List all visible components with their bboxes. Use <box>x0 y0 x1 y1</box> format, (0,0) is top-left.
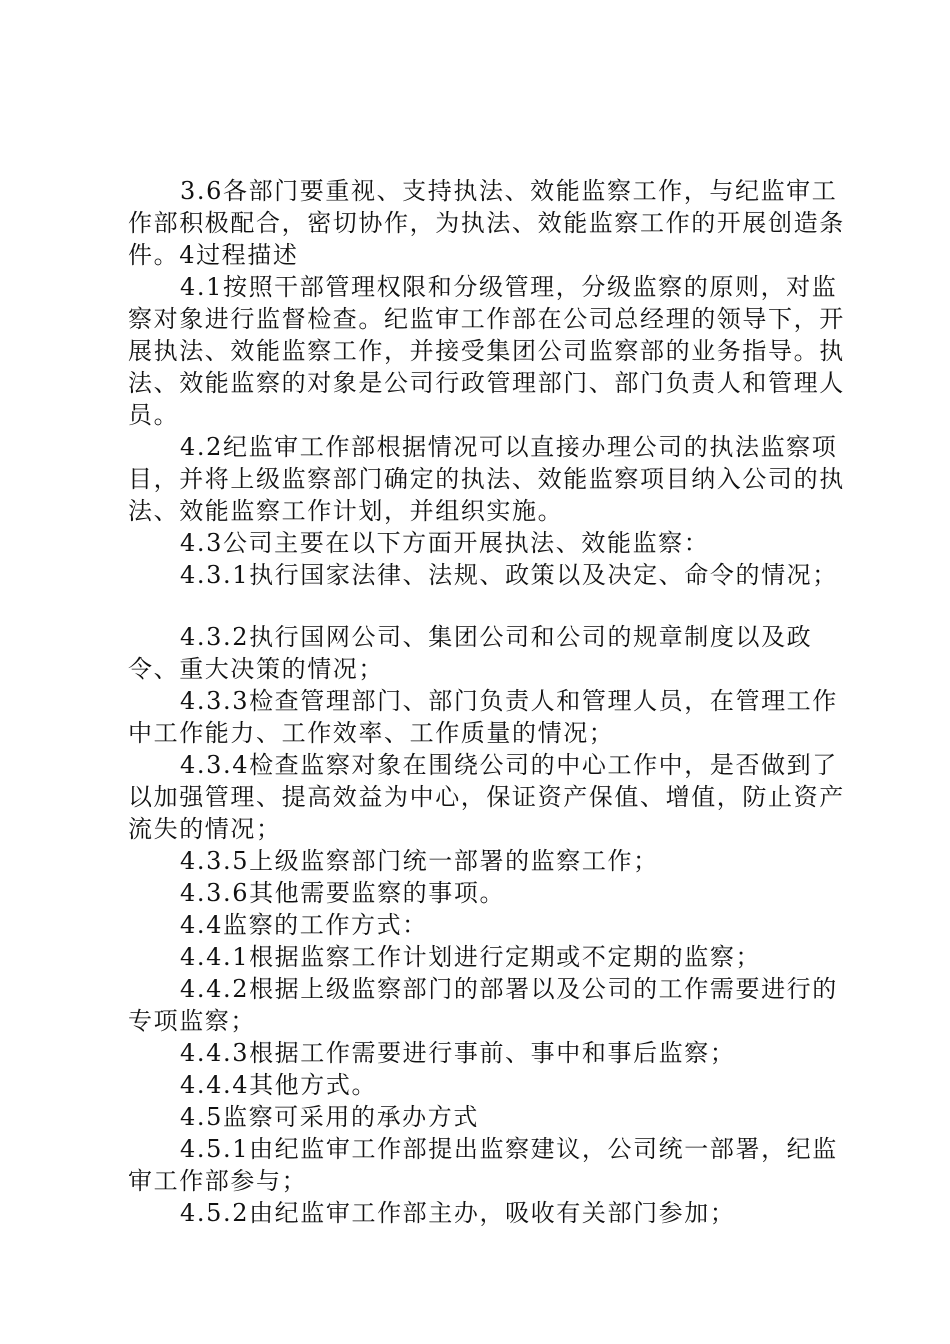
paragraph-4-3-3: 4.3.3检查管理部门、部门负责人和管理人员，在管理工作中工作能力、工作效率、工作质量的情况； <box>128 687 838 747</box>
paragraph-4-3-4: 4.3.4检查监察对象在围绕公司的中心工作中，是否做到了以加强管理、提高效益为中心，保证资产保值、增值，防止资产流失的情况； <box>128 751 845 843</box>
paragraph-4-4: 4.4监察的工作方式： <box>180 911 428 939</box>
paragraph-4-4-3: 4.4.3根据工作需要进行事前、事中和事后监察； <box>180 1039 736 1067</box>
paragraph-4-2: 4.2纪监审工作部根据情况可以直接办理公司的执法监察项目，并将上级监察部门确定的执法、效能监察项目纳入公司的执法、效能监察工作计划，并组织实施。 <box>128 433 845 525</box>
paragraph-4-3-5: 4.3.5上级监察部门统一部署的监察工作； <box>180 847 659 875</box>
paragraph-4-3-1: 4.3.1执行国家法律、法规、政策以及决定、命令的情况； <box>180 561 838 589</box>
paragraph-4-5-2: 4.5.2由纪监审工作部主办，吸收有关部门参加； <box>180 1199 736 1227</box>
paragraph-4-4-2: 4.4.2根据上级监察部门的部署以及公司的工作需要进行的专项监察； <box>128 975 838 1035</box>
paragraph-4-1: 4.1按照干部管理权限和分级管理，分级监察的原则，对监察对象进行监督检查。纪监审工作部在公司总经理的领导下，开展执法、效能监察工作，并接受集团公司监察部的业务指导。执法、效能监察的对象是公司行政管理部门、部门负责人和管理人员。 <box>128 273 845 429</box>
document-body <box>128 175 848 1229</box>
paragraph-4-4-4: 4.4.4其他方式。 <box>180 1071 378 1099</box>
paragraph-4-4-1: 4.4.1根据监察工作计划进行定期或不定期的监察； <box>180 943 762 971</box>
paragraph-4-3-6: 4.3.6其他需要监察的事项。 <box>180 879 506 907</box>
paragraph-3-6: 3.6各部门要重视、支持执法、效能监察工作，与纪监审工作部积极配合，密切协作，为执法、效能监察工作的开展创造条件。4过程描述 <box>128 177 845 269</box>
paragraph-4-3: 4.3公司主要在以下方面开展执法、效能监察： <box>180 529 710 557</box>
paragraph-4-5-1: 4.5.1由纪监审工作部提出监察建议，公司统一部署，纪监审工作部参与； <box>128 1135 838 1195</box>
paragraph-4-5: 4.5监察可采用的承办方式 <box>180 1103 479 1131</box>
paragraph-4-3-2: 4.3.2执行国网公司、集团公司和公司的规章制度以及政令、重大决策的情况； <box>128 623 813 683</box>
